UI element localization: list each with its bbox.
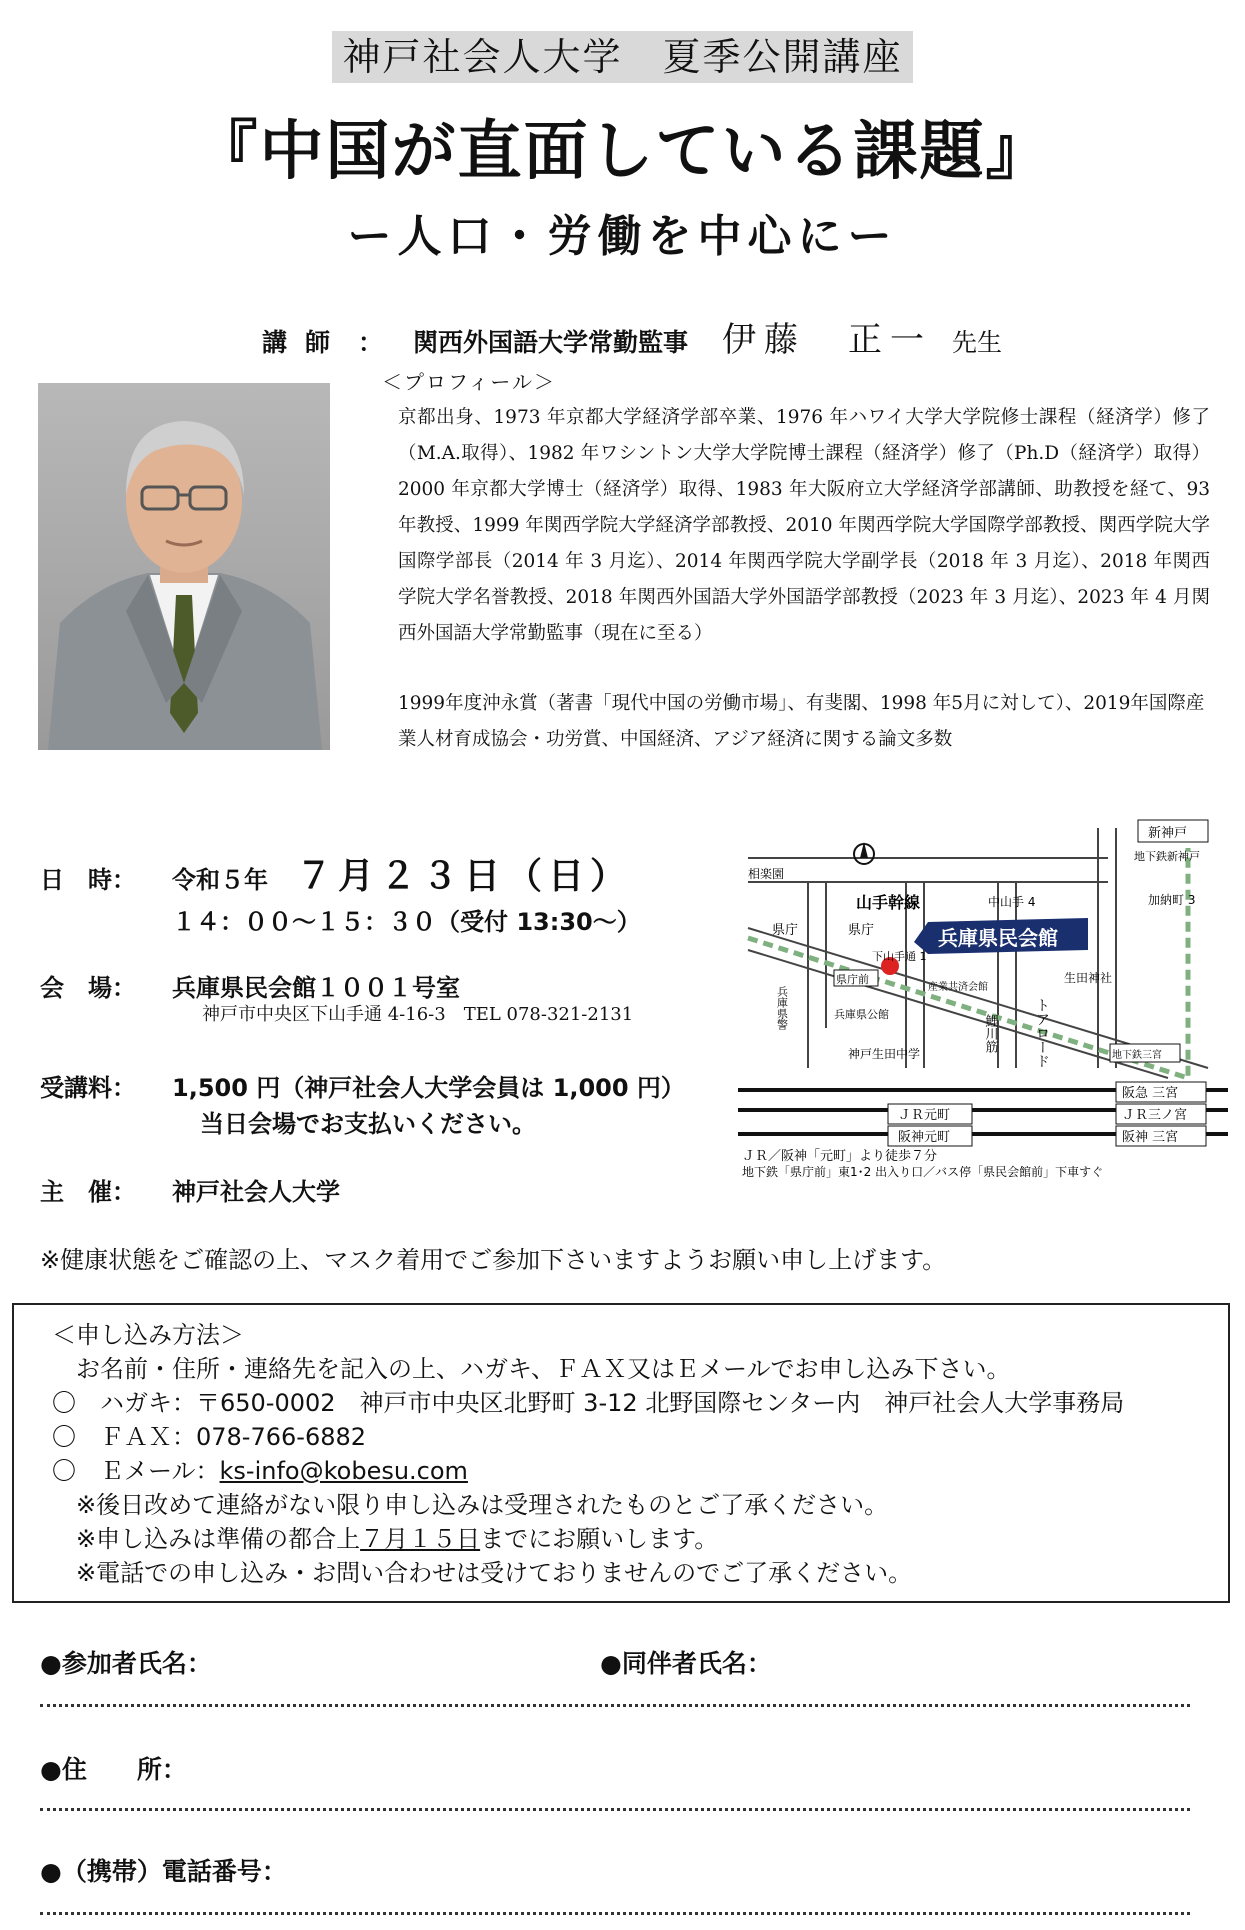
map-label-sangyo: 産業共済会館 [928, 982, 988, 993]
lecturer-name: 伊藤 正一 [722, 320, 933, 360]
map-label-hanshin-motomachi: 阪神元町 [898, 1130, 951, 1145]
era: 令和５年 [172, 866, 268, 894]
fee-note-row [200, 1104, 536, 1139]
host-name: 神戸社会人大学 [172, 1178, 340, 1206]
venue-name: 兵庫県民会館１００１号室 [172, 974, 460, 1002]
apply-note3: ※電話での申し込み・お問い合わせは受けておりませんのでご了承ください。 [76, 1559, 913, 1587]
map-label-subway-shinkobe: 地下鉄新神戸 [1134, 850, 1200, 863]
map-label-yamate: 山手幹線 [856, 893, 921, 912]
host-label: 主 催： [40, 1178, 136, 1206]
lecturer-line: 講師 ： 関西外国語大学常勤監事 伊藤 正一 先生 [262, 320, 1003, 360]
lecturer-position: 関西外国語大学常勤監事 [413, 328, 689, 357]
participant-fill-line[interactable] [40, 1704, 1190, 1707]
map-label-nakayamate4: 中山手 4 [988, 895, 1036, 909]
series-title: 神戸社会人大学 夏季公開講座 [0, 26, 1245, 81]
map-label-jr-motomachi: ＪＲ元町 [898, 1108, 951, 1123]
host-row [40, 1172, 340, 1207]
health-notice: ※健康状態をご確認の上、マスク着用でご参加下さいますようお願い申し上げます。 [40, 1246, 947, 1274]
participant-label: ●参加者氏名： [40, 1649, 212, 1678]
deadline-date: ７月１５日 [360, 1525, 481, 1553]
map-label-yamate-dori1: 下山手通 1 [872, 950, 927, 963]
date-row [40, 848, 632, 899]
time-row [172, 902, 641, 937]
apply-note2: ※申し込みは準備の都合上７月１５日までにお願いします。 [76, 1525, 719, 1553]
map-label-ikuta-shrine: 生田神社 [1064, 971, 1113, 985]
portrait-illustration [38, 383, 330, 750]
access-map [738, 818, 1228, 1178]
lecturer-label: 講師 [262, 328, 349, 357]
map-label-ikutagawa: 鯉川筋 [982, 1014, 998, 1053]
phone-label: ●（携帯）電話番号： [40, 1857, 287, 1886]
map-label-kencho1: 県庁 [772, 923, 799, 938]
map-label-hanshin-sannomiya: 阪神 三宮 [1122, 1130, 1179, 1145]
map-label-sorakuen: 相楽園 [748, 867, 785, 881]
page-title: 『中国が直面している課題』 [193, 115, 1052, 189]
map-label-kanoucho3: 加納町 3 [1148, 893, 1196, 907]
map-label-kenchomae: 県庁前 [836, 973, 869, 986]
profile-heading: ＜プロフィール＞ [382, 370, 556, 394]
apply-intro: お名前・住所・連絡先を記入の上、ハガキ、ＦＡＸ又はＥメールでお申し込み下さい。 [76, 1355, 1011, 1383]
profile-body: 京都出身、1973 年京都大学経済学部卒業、1976 年ハワイ大学大学院修士課程（経済学）修了（M.A.取得）、1982 年ワシントン大学大学院博士課程（経済学）修了（Ph.D（経済学）取得）2000 年京都大学博士（経済学）取得、1983 年大阪府立大学経済学部講師、助教授を経て、93 年教授、1999 年関西学院大学経済学部教授、2010 年関西学院大学国際学部教授、関西学院大学国際学部長（2014 年 3 月迄）、2014 年関西学院大学副学長（2018 年 3 月迄）、2018 年関西学院大学名誉教授、2018 年関西外国語大学外国語学部教授（2023 年 3 月迄）、2023 年 4 月関西外国語大学常勤監事（現在に至る） [398, 407, 1210, 644]
map-drawing [738, 818, 1228, 1178]
phone-fill-line[interactable] [40, 1912, 1190, 1915]
event-date: ７月２３日（日） [296, 855, 633, 897]
fee-label: 受講料： [40, 1074, 136, 1102]
address-fill-line[interactable] [40, 1808, 1190, 1811]
map-label-shinkobe: 新神戸 [1148, 826, 1188, 841]
venue-row [40, 968, 460, 1003]
map-venue-label: 兵庫県民会館 [938, 926, 1058, 950]
map-label-kencho2: 県庁 [848, 923, 875, 938]
companion-label: ●同伴者氏名： [600, 1649, 772, 1678]
fee-note: 当日会場でお支払いください。 [200, 1110, 536, 1138]
fee-row [40, 1068, 685, 1103]
apply-postcard: 〇 ハガキ：〒650-0002 神戸市中央区北野町 3-12 北野国際センター内 神戸社会人大学事務局 [52, 1389, 1125, 1417]
address-label: ●住 所： [40, 1755, 187, 1784]
fee-amount: 1,500 円（神戸社会人大学会員は 1,000 円） [172, 1074, 685, 1102]
apply-fax: 〇 ＦＡＸ：078-766-6882 [52, 1423, 367, 1451]
page-subtitle: ー人口・労働を中心にー [347, 211, 898, 262]
apply-email: 〇 Ｅメール：ks-info@kobesu.com [52, 1457, 468, 1485]
map-label-tor-road: トアロード [1034, 998, 1050, 1068]
venue-label: 会 場： [40, 974, 136, 1002]
email-link[interactable]: ks-info@kobesu.com [219, 1457, 468, 1485]
date-label: 日 時： [40, 866, 136, 894]
apply-note1: ※後日改めて連絡がない限り申し込みは受理されたものとご了承ください。 [76, 1491, 889, 1519]
event-time: １４：００～１５：３０（受付 13:30～） [172, 908, 641, 936]
map-access-2: 地下鉄「県庁前」東1･2 出入り口／バス停「県民会館前」下車すぐ [742, 1165, 1104, 1178]
bullet-circle-icon: 〇 [52, 1423, 76, 1451]
venue-address: 神戸市中央区下山手通 4-16-3 TEL 078-321-2131 [202, 1004, 634, 1025]
profile-awards: 1999年度沖永賞（著書「現代中国の労働市場」、有斐閣、1998 年5月に対して）、2019年国際産業人材育成協会・功労賞、中国経済、アジア経済に関する論文多数 [398, 693, 1205, 750]
map-label-ikuta-jhs: 神戸生田中学 [848, 1047, 921, 1061]
map-label-subway-sannomiya: 地下鉄三宮 [1112, 1050, 1162, 1061]
bullet-circle-icon: 〇 [52, 1457, 76, 1485]
bullet-circle-icon: 〇 [52, 1389, 76, 1417]
apply-heading: ＜申し込み方法＞ [52, 1321, 244, 1349]
lecturer-honorific: 先生 [952, 328, 1003, 357]
map-label-pref-office: 兵庫県警 [775, 986, 789, 1030]
application-box [12, 1303, 1230, 1603]
map-access-1: ＪＲ／阪神「元町」より徒歩７分 [742, 1149, 938, 1164]
map-label-hankyu: 阪急 三宮 [1122, 1086, 1179, 1101]
map-label-jr-sannomiya: ＪＲ三ノ宮 [1122, 1108, 1188, 1123]
map-label-hyogo-kenkou: 兵庫県公館 [834, 1008, 889, 1021]
lecturer-photo [38, 383, 330, 750]
